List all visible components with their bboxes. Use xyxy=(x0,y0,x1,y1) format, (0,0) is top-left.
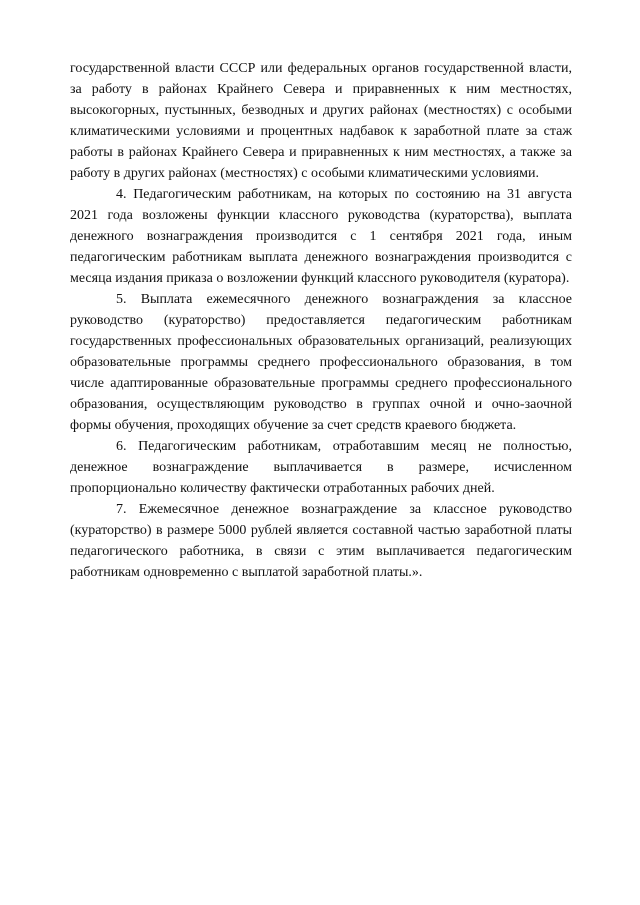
paragraph-5: 5. Выплата ежемесячного денежного вознаграждения за классное руководство (кураторство) предоставляется педагогическим работникам государственных профессиональных образовательных организаций, реализующих образовательные программы среднего профессионального образования, в том числе адаптированные образовательные программы среднего профессионального образования, осуществляющим руководство в группах очной и очно-заочной формы обучения, проходящих обучение за счет средств краевого бюджета. xyxy=(70,292,572,433)
paragraph-continuation: государственной власти СССР или федеральных органов государственной власти, за работу в районах Крайнего Севера и приравненных к ним местностях, высокогорных, пустынных, безводных и других районах (местностях) с особыми климатическими условиями и процентных надбавок к заработной плате за стаж работы в районах Крайнего Севера и приравненных к ним местностях, а также за работу в других районах (местностях) с особыми климатическими условиями. xyxy=(70,61,572,181)
document-body xyxy=(70,58,572,583)
paragraph-7: 7. Ежемесячное денежное вознаграждение за классное руководство (кураторство) в размере 5000 рублей является составной частью заработной платы педагогического работника, в связи с этим выплачивается педагогическим работникам одновременно с выплатой заработной платы.». xyxy=(70,502,572,580)
paragraph-6: 6. Педагогическим работникам, отработавшим месяц не полностью, денежное вознаграждение выплачивается в размере, исчисленном пропорционально количеству фактически отработанных рабочих дней. xyxy=(70,439,572,496)
paragraph-4: 4. Педагогическим работникам, на которых по состоянию на 31 августа 2021 года возложены функции классного руководства (кураторства), выплата денежного вознаграждения производится с 1 сентября 2021 года, иным педагогическим работникам выплата денежного вознаграждения производится с месяца издания приказа о возложении функций классного руководителя (куратора). xyxy=(70,187,572,286)
